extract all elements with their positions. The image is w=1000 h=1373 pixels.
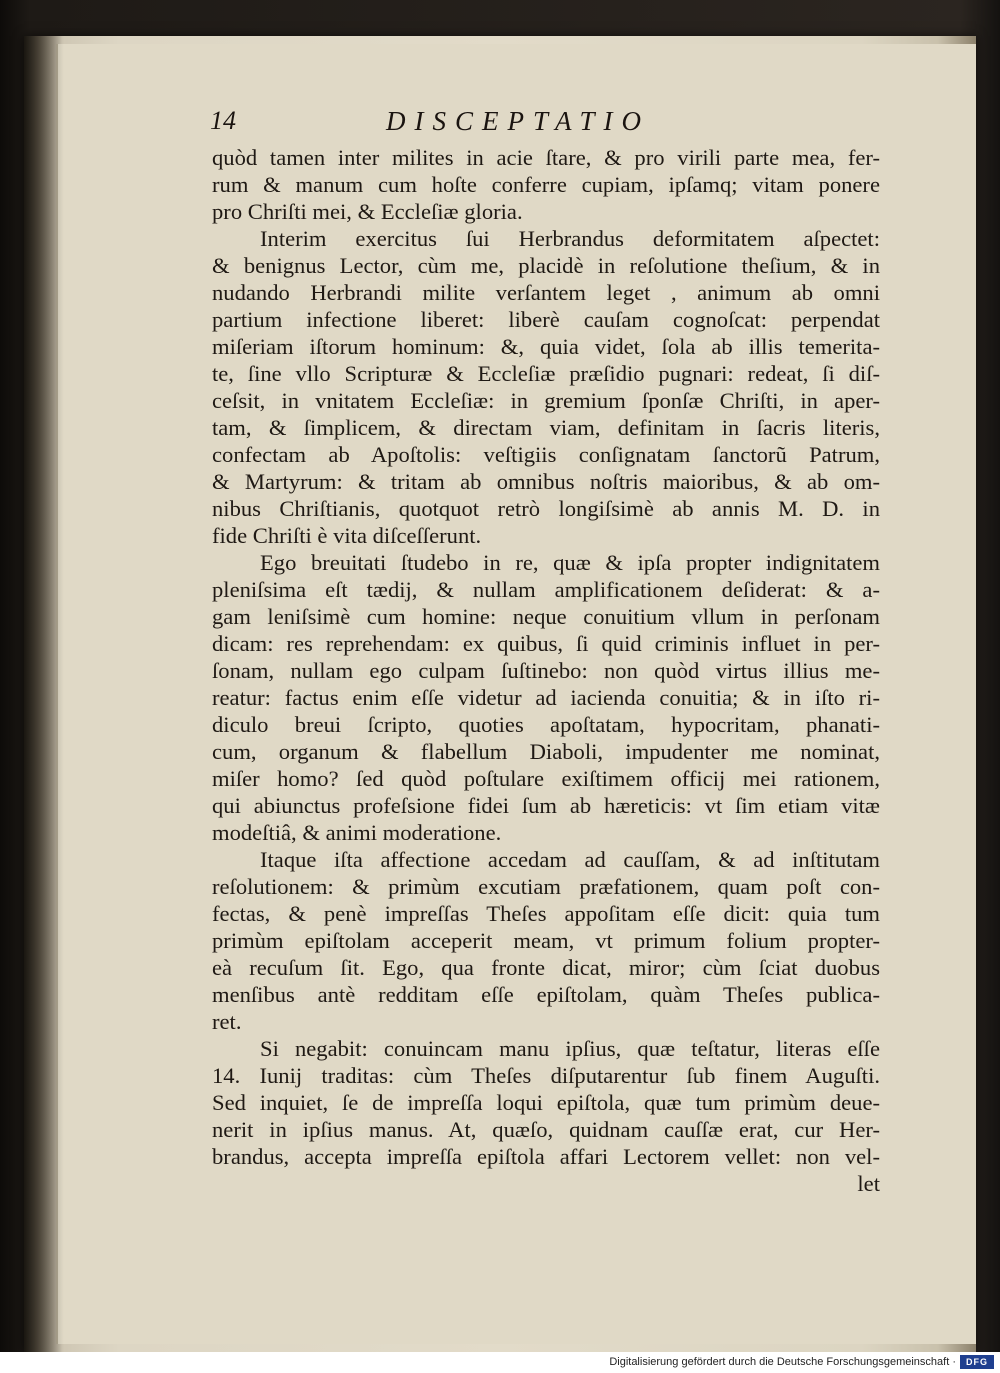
running-head [210,106,930,142]
text-line: te, ſine vllo Scripturæ & Eccleſiæ præſidio pugnari: redeat, ſi diſ- [212,361,880,386]
catchword: let [857,1171,880,1196]
text-line: dicam: res reprehendam: ex quibus, ſi quid criminis influet in per- [212,631,880,656]
text-line: nibus Chriſtianis, quotquot retrò longiſsimè ab annis M. D. in [212,496,880,521]
text-line: ret. [212,1009,242,1034]
running-title: DISCEPTATIO [386,106,650,136]
text-line: fide Chriſti è vita diſceſſerunt. [212,523,482,548]
text-line: & benignus Lector, cùm me, placidè in reſolutione theſium, & in [212,253,880,278]
text-line: primùm epiſtolam acceperit meam, vt primum folium propter- [212,928,880,953]
text-line: nerit in ipſius manus. At, quæſo, quidnam cauſſæ erat, cur Her- [212,1117,880,1142]
text-line: qui abiunctus profeſsione fidei ſum ab hæreticis: vt ſim etiam vitæ [212,793,880,818]
text-line: brandus, accepta impreſſa epiſtola affari Lectorem vellet: non vel- [212,1144,880,1169]
text-line: partium infectione liberet: liberè cauſam cognoſcat: perpendat [212,307,880,332]
text-line: fectas, & penè impreſſas Theſes appoſitam eſſe dicit: quia tum [212,901,880,926]
text-line: pleniſsima eſt tædij, & nullam amplificationem deſiderat: & a- [212,577,880,602]
text-line: Interim exercitus ſui Herbrandus deformitatem aſpectet: [260,226,880,251]
footer-credit: Digitalisierung gefördert durch die Deutsche Forschungsgemeinschaft · [609,1356,956,1368]
text-line: reſolutionem: & primùm excutiam præfationem, quam poſt con- [212,874,880,899]
gutter-shadow [24,36,64,1352]
text-line: eà recuſum ſit. Ego, qua fronte dicat, miror; cùm ſciat duobus [212,955,880,980]
dfg-logo: DFG [960,1355,994,1369]
text-line: ſonam, nullam ego culpam ſuſtinebo: non quòd virtus illius me- [212,658,880,683]
text-line: miſer homo? ſed quòd poſtulare exiſtimem officij mei rationem, [212,766,880,791]
text-line: gam leniſsimè cum homine: neque conuitium vllum in perſonam [212,604,880,629]
text-line: nudando Herbrandi milite verſantem leget , animum ab omni [212,280,880,305]
digitization-footer [0,1352,1000,1373]
text-line: diculo breui ſcripto, quoties apoſtatam, hypocritam, phanati- [212,712,880,737]
text-line: & Martyrum: & tritam ab omnibus noſtris maioribus, & ab om- [212,469,880,494]
text-line: miſeriam iſtorum hominum: &, quia videt, ſola ab illis temerita- [212,334,880,359]
text-line: rum & manum cum hoſte conferre cupiam, ipſamq; vitam ponere [212,172,880,197]
page-number: 14 [210,106,236,135]
text-line: Ego breuitati ſtudebo in re, quæ & ipſa propter indignitatem [260,550,880,575]
text-line: cum, organum & flabellum Diaboli, impudenter me nominat, [212,739,880,764]
text-line: tam, & ſimplicem, & directam viam, definitam in ſacris literis, [212,415,880,440]
text-line: Si negabit: conuincam manu ipſius, quæ teſtatur, literas eſſe [260,1036,880,1061]
text-line: Sed inquiet, ſe de impreſſa loqui epiſtola, quæ tum primùm deue- [212,1090,880,1115]
text-line: quòd tamen inter milites in acie ſtare, & pro virili parte mea, fer- [212,145,880,170]
text-line: reatur: factus enim eſſe videtur ad iacienda conuitia; & in iſto ri- [212,685,880,710]
text-line: pro Chriſti mei, & Eccleſiæ gloria. [212,199,523,224]
text-line: menſibus antè redditam eſſe epiſtolam, quàm Theſes publica- [212,982,880,1007]
text-line: confectam ab Apoſtolis: veſtigiis conſignatam ſanctorũ Patrum, [212,442,880,467]
text-line: modeſtiâ, & animi moderatione. [212,820,502,845]
text-line: ceſsit, in vnitatem Eccleſiæ: in gremium ſponſæ Chriſti, in aper- [212,388,880,413]
text-line: Itaque iſta affectione accedam ad cauſſam, & ad inſtitutam [260,847,880,872]
text-line: 14. Iunij traditas: cùm Theſes diſputarentur ſub finem Auguſti. [212,1063,880,1088]
body-text [212,144,880,1197]
